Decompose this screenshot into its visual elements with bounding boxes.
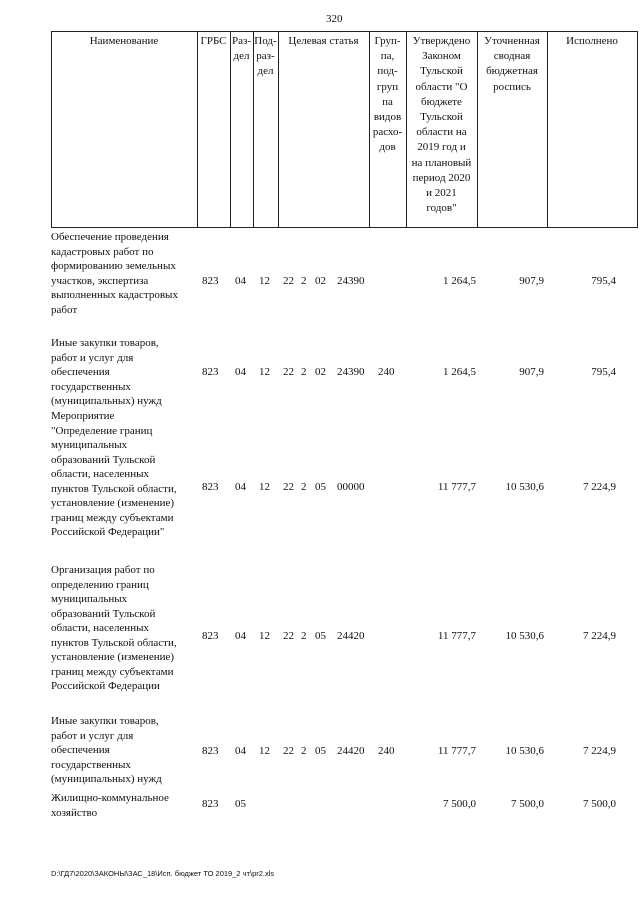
- row-cs-program: 22: [283, 745, 294, 757]
- row-name: Иные закупки товаров, работ и услуг для обеспечения государственных (муниципальных) нужд: [51, 337, 162, 407]
- row-cs-program: 22: [283, 275, 294, 287]
- row-cs-direction: 24390: [337, 275, 365, 287]
- row-cs-program: 22: [283, 366, 294, 378]
- row-name: Мероприятие "Определение границ муниципальных образований Тульской области, населенных пунктов Тульской области, установление (изменение) границ между субъектами Российской Федерации": [51, 410, 177, 538]
- header-refined: Уточненная сводная бюджетная роспись: [484, 35, 540, 93]
- row-executed: 7 224,9: [583, 481, 616, 493]
- row-name: Иные закупки товаров, работ и услуг для обеспечения государственных (муниципальных) нужд: [51, 715, 162, 785]
- row-refined: 7 500,0: [511, 798, 544, 810]
- row-executed: 7 500,0: [583, 798, 616, 810]
- table-header-grid: [51, 31, 638, 228]
- row-podrazdel: 12: [259, 366, 270, 378]
- row-cs-direction: 24420: [337, 630, 365, 642]
- row-cs-event: 05: [315, 481, 326, 493]
- row-grbs: 823: [202, 745, 219, 757]
- header-name: Наименование: [89, 35, 159, 47]
- header-bottom-border: [51, 227, 638, 228]
- row-group: 240: [378, 745, 395, 757]
- row-approved: 11 777,7: [437, 745, 476, 757]
- row-razdel: 04: [235, 745, 246, 757]
- header-razdel: Раз- дел: [231, 35, 251, 63]
- row-group: 240: [378, 366, 395, 378]
- row-razdel: 04: [235, 481, 246, 493]
- row-grbs: 823: [202, 798, 219, 810]
- row-podrazdel: 12: [259, 630, 270, 642]
- row-name: Обеспечение проведения кадастровых работ по формированию земельных участков, экспертиза выполненных кадастровых работ: [51, 231, 178, 316]
- row-approved: 1 264,5: [443, 275, 476, 287]
- page-number: 320: [326, 13, 343, 25]
- row-executed: 795,4: [591, 275, 616, 287]
- row-cs-subprogram: 2: [301, 745, 307, 757]
- row-podrazdel: 12: [259, 481, 270, 493]
- header-approved: Утверждено Законом Тульской области "О бюджете Тульской области на 2019 год и на плановый период 2020 и 2021 годов": [411, 35, 472, 215]
- row-cs-direction: 24420: [337, 745, 365, 757]
- row-cs-direction: 24390: [337, 366, 365, 378]
- row-approved: 7 500,0: [443, 798, 476, 810]
- row-refined: 907,9: [519, 275, 544, 287]
- row-cs-event: 05: [315, 745, 326, 757]
- row-razdel: 04: [235, 275, 246, 287]
- row-razdel: 04: [235, 366, 246, 378]
- row-grbs: 823: [202, 275, 219, 287]
- header-executed: Исполнено: [566, 35, 618, 47]
- row-approved: 11 777,7: [437, 630, 476, 642]
- row-grbs: 823: [202, 630, 219, 642]
- row-cs-program: 22: [283, 630, 294, 642]
- row-cs-subprogram: 2: [301, 366, 307, 378]
- row-podrazdel: 12: [259, 745, 270, 757]
- row-approved: 11 777,7: [437, 481, 476, 493]
- row-cs-subprogram: 2: [301, 275, 307, 287]
- row-name: Жилищно-коммунальное хозяйство: [51, 792, 169, 819]
- row-cs-subprogram: 2: [301, 481, 307, 493]
- row-name: Организация работ по определению границ муниципальных образований Тульской области, населенных пунктов Тульской области, установление (изменение) границ между субъектами Российской Федерации: [51, 564, 177, 692]
- row-grbs: 823: [202, 366, 219, 378]
- row-cs-direction: 00000: [337, 481, 365, 493]
- row-executed: 795,4: [591, 366, 616, 378]
- row-executed: 7 224,9: [583, 630, 616, 642]
- row-refined: 10 530,6: [505, 630, 544, 642]
- row-cs-event: 05: [315, 630, 326, 642]
- row-grbs: 823: [202, 481, 219, 493]
- row-approved: 1 264,5: [443, 366, 476, 378]
- row-refined: 10 530,6: [505, 481, 544, 493]
- row-razdel: 04: [235, 630, 246, 642]
- header-target-article: Целевая статья: [288, 35, 359, 47]
- row-refined: 907,9: [519, 366, 544, 378]
- header-podrazdel: Под- раз- дел: [254, 35, 277, 78]
- row-cs-program: 22: [283, 481, 294, 493]
- row-cs-event: 02: [315, 366, 326, 378]
- header-top-border: [51, 31, 638, 32]
- row-executed: 7 224,9: [583, 745, 616, 757]
- header-grbs: ГРБС: [200, 35, 227, 47]
- row-podrazdel: 12: [259, 275, 270, 287]
- row-cs-event: 02: [315, 275, 326, 287]
- row-razdel: 05: [235, 798, 246, 810]
- file-path-footer: D:\ГД7\2020\ЗАКОНЫ\ЗАС_18\Исп. бюджет ТО 2019_2 чт\pr2.xls: [51, 869, 275, 878]
- row-cs-subprogram: 2: [301, 630, 307, 642]
- header-expense-group: Груп- па, под- груп па видов расхо- дов: [372, 35, 403, 154]
- row-refined: 10 530,6: [505, 745, 544, 757]
